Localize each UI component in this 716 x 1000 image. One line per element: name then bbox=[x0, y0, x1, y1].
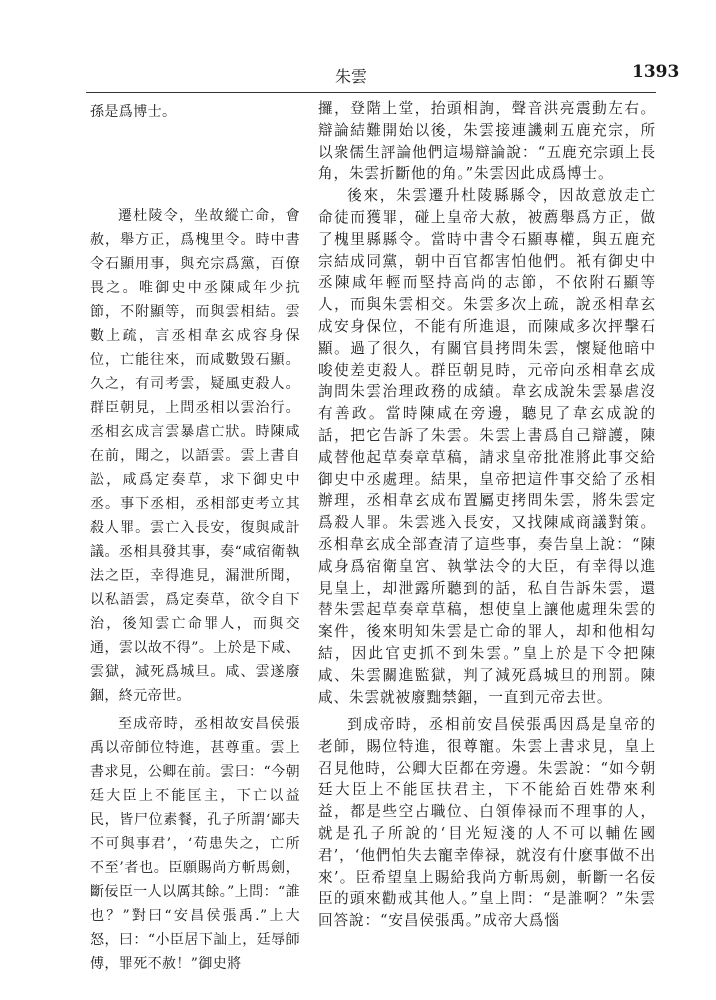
running-header-title: 朱雲 bbox=[334, 67, 367, 86]
right-paragraph-1: 後來，朱雲遷升杜陵縣縣令，因故意放走亡命徒而獲罪，碰上皇帝大赦，被薦舉爲方正，做了槐里縣縣令。當時中書令石顯專權，與五鹿充宗結成同黨，朝中百官都害怕他們。衹有御史中丞陳咸年輕而堅持高尚的志節，不依附石顯等人，而與朱雲相交。朱雲多次上疏，說丞相韋玄成安身保位，不能有所進退，而陳咸多次抨擊石顯。過了很久，有關官員拷問朱雲，懷疑他暗中唆使差吏殺人。群臣朝見時，元帝向丞相韋玄成詢問朱雲治理政務的成績。韋玄成說朱雲暴虐沒有善政。當時陳咸在旁邊，聽見了韋玄成說的話，把它告訴了朱雲。朱雲上書爲自己辯護，陳咸替他起草奏章草稿，請求皇帝批准將此事交給御史中丞處理。結果，皇帝把這件事交給了丞相辦理，丞相韋玄成布置屬吏拷問朱雲，將朱雲定爲殺人罪。朱雲逃入長安，又找陳咸商議對策。丞相韋玄成全部查清了這些事，奏告皇上說：“陳咸身爲宿衛皇宮、執掌法令的大臣，有幸得以進見皇上，却泄露所聽到的話，私自告訴朱雲，還替朱雲起草奏章草稿，想使皇上讓他處理朱雲的案件，後來明知朱雲是亡命的罪人，却和他相勾結，因此官吏抓不到朱雲。”皇上於是下令把陳咸、朱雲關進監獄，判了減死爲城旦的刑罰。陳咸、朱雲就被廢黜禁錮，一直到元帝去世。 bbox=[318, 187, 656, 706]
header-rule bbox=[86, 92, 656, 93]
right-column-section-2 bbox=[318, 714, 656, 932]
right-paragraph-0: 攞，登階上堂，抬頭相詢，聲音洪亮震動左右。辯論結難開始以後，朱雲接連譏刺五鹿充宗，所以衆儒生評論他們這場辯論說：“五鹿充宗頭上長角，朱雲折斷他的角。”朱雲因此成爲博士。 bbox=[318, 100, 656, 183]
left-paragraph-0: 孫是爲博士。 bbox=[90, 104, 177, 120]
left-paragraph-2: 至成帝時，丞相故安昌侯張禹以帝師位特進，甚尊重。雲上書求見，公卿在前。雲曰：“今朝廷大臣上不能匡主，下亡以益民，皆尸位素餐，孔子所謂‘鄙夫不可與事君’，‘苟患失之，亡所不至’者也。臣願賜尚方斬馬劍，斷佞臣一人以厲其餘。”上問：“誰也？”對曰“安昌侯張禹.”上大怒，曰：“小臣居下訕上，廷辱師傅，罪死不赦！”御史將 bbox=[90, 716, 300, 972]
right-column-section-1 bbox=[318, 98, 656, 708]
left-column-section-2 bbox=[90, 712, 300, 976]
left-column-section-1 bbox=[90, 204, 300, 708]
left-column-fragment bbox=[90, 100, 300, 124]
page-number: 1393 bbox=[632, 62, 680, 82]
left-paragraph-1: 遷杜陵令，坐故縱亡命，會赦，舉方正，爲槐里令。時中書令石顯用事，與充宗爲黨，百僚畏之。唯御史中丞陳咸年少抗節，不附顯等，而與雲相結。雲數上疏，言丞相韋玄成容身保位，亡能往來，而咸數毀石顯。久之，有司考雲，疑風吏殺人。群臣朝見，上問丞相以雲治行。丞相玄成言雲暴虐亡狀。時陳咸在前，聞之，以語雲。雲上書自訟，咸爲定奏草，求下御史中丞。事下丞相，丞相部吏考立其殺人罪。雲亡入長安，復與咸計議。丞相具發其事，奏“咸宿衛執法之臣，幸得進見，漏泄所聞，以私語雲，爲定奏草，欲令自下治，後知雲亡命罪人，而與交通，雲以故不得”。上於是下咸、雲獄，減死爲城旦。咸、雲遂廢錮，終元帝世。 bbox=[90, 208, 300, 704]
right-paragraph-2: 到成帝時，丞相前安昌侯張禹因爲是皇帝的老師，賜位特進，很尊寵。朱雲上書求見，皇上召見他時，公卿大臣都在旁邊。朱雲說：“如今朝廷大臣上不能匡扶君主，下不能給百姓帶來利益，都是些空占職位、白領俸禄而不理事的人，就是孔子所說的‘目光短淺的人不可以輔佐國君’，‘他們怕失去寵幸俸禄，就沒有什麽事做不出來’。臣希望皇上賜給我尚方斬馬劍，斬斷一名佞臣的頭來勸戒其他人。”皇上問：“是誰啊？”朱雲回答說：“安昌侯張禹。”成帝大爲惱 bbox=[318, 716, 656, 930]
